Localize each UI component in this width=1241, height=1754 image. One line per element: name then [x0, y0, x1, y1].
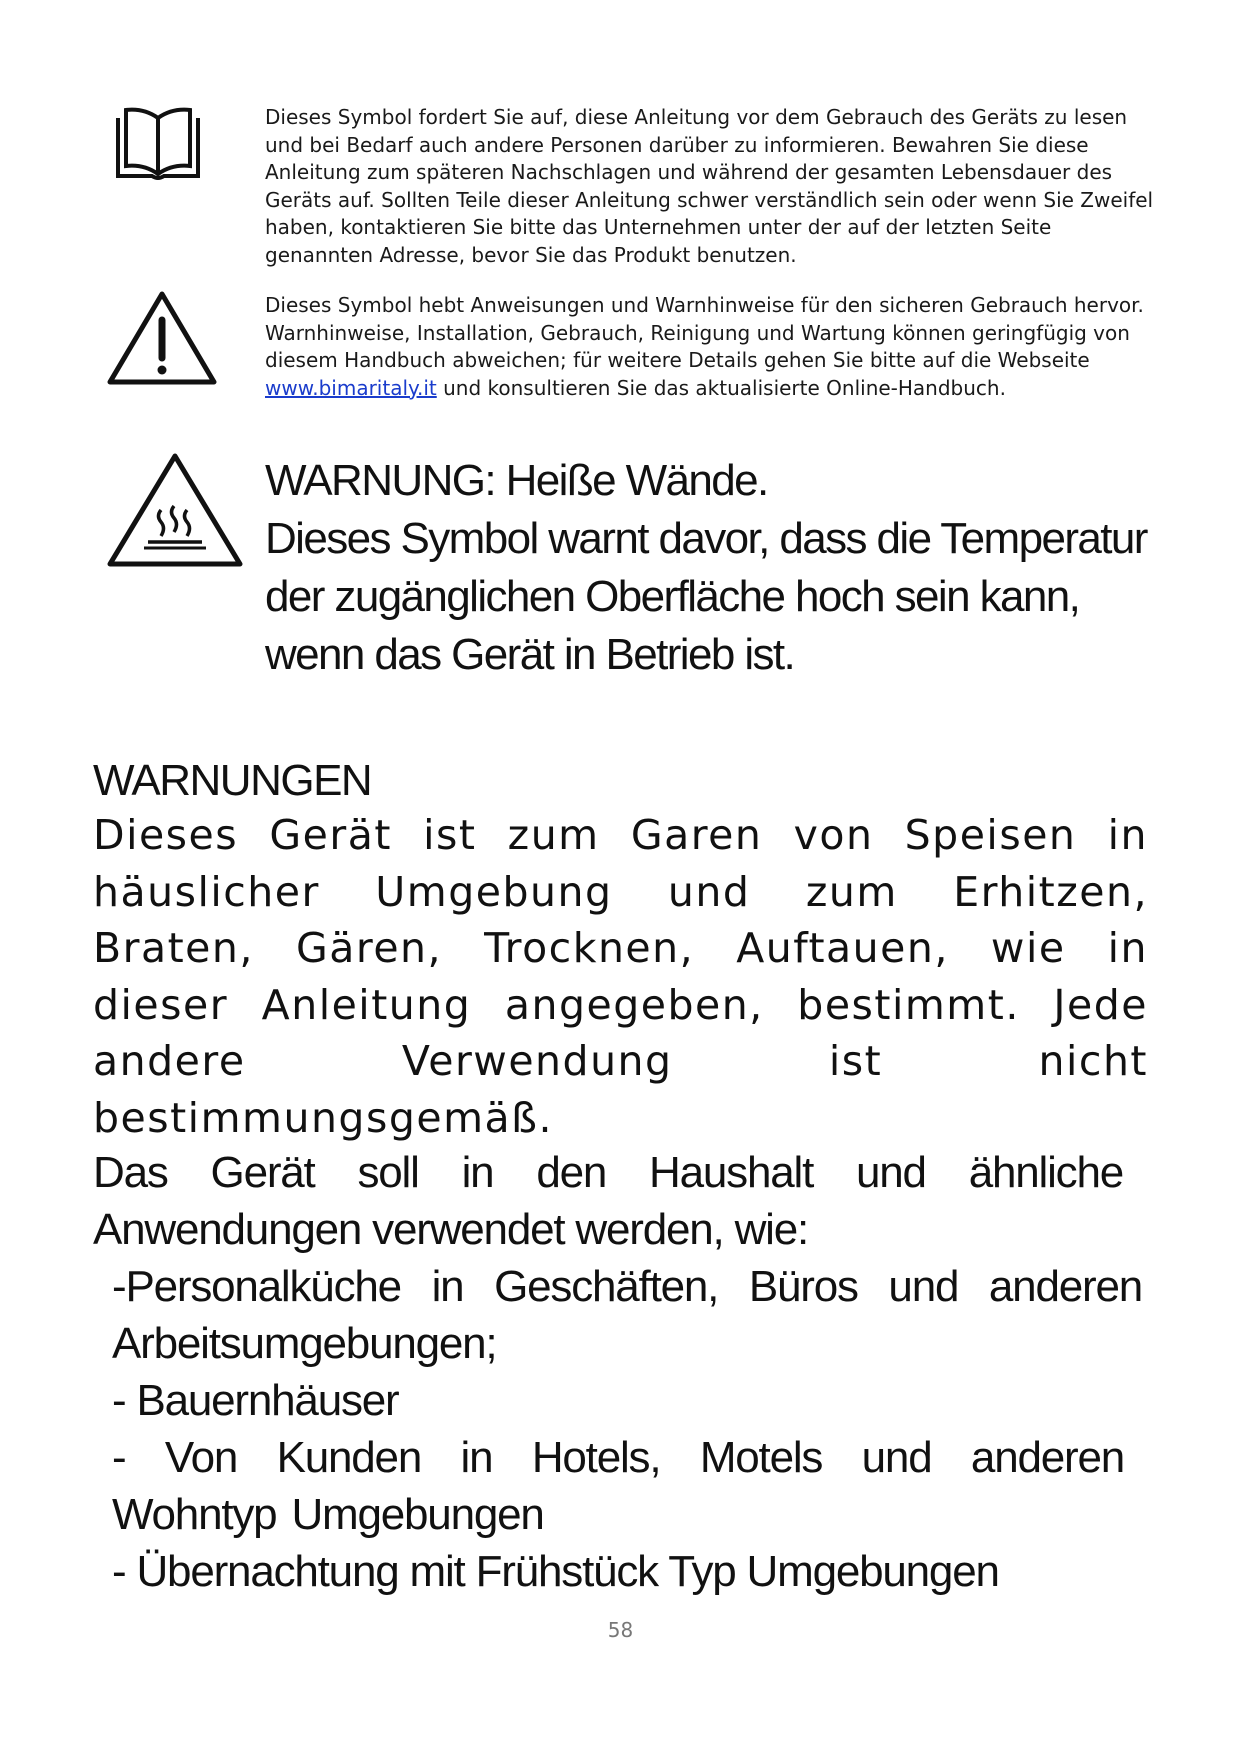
hot-surface-text: Dieses Symbol warnt davor, dass die Temperatur der zugänglichen Oberfläche hoch sein kann, wenn das Gerät in Betrieb ist.	[265, 514, 1147, 679]
list-item: - Übernachtung mit Frühstück Typ Umgebungen	[112, 1547, 999, 1596]
intended-use-paragraph: Dieses Gerät ist zum Garen von Speisen in häuslicher Umgebung und zum Erhitzen, Braten, Gären, Trocknen, Auftauen, wie in dieser Anleitung angegeben, bestimmt. Jede andere Verwendung ist nicht bestimmungsgemäß.	[93, 811, 1148, 1142]
list-item: -Personalküche in Geschäften, Büros und anderen Arbeitsumgebungen;	[112, 1262, 1142, 1368]
hot-surface-warning	[265, 452, 1165, 684]
hot-surface-icon	[106, 452, 244, 568]
read-manual-icon	[110, 104, 206, 182]
usage-line-1: Das Gerät soll in den Haushalt und ähnliche	[93, 1148, 1123, 1197]
website-link[interactable]: www.bimaritaly.it	[265, 375, 437, 400]
hot-surface-title: WARNUNG: Heiße Wände.	[265, 456, 768, 505]
warning-triangle-icon	[106, 290, 218, 386]
list-item: - Von Kunden in Hotels, Motels und anderen Wohntyp Umgebungen	[112, 1433, 1124, 1539]
usage-line-2: Anwendungen verwendet werden, wie:	[93, 1205, 809, 1254]
page-number: 58	[607, 1618, 634, 1642]
warning-text-before: Dieses Symbol hebt Anweisungen und Warnhinweise für den sicheren Gebrauch hervor. Warnhinweise, Installation, Gebrauch, Reinigung und Wartung können geringfügig von diesem Handbuch abweichen; für weitere Details gehen Sie bitte auf die Webseite	[265, 293, 1144, 372]
list-item: - Bauernhäuser	[112, 1376, 399, 1425]
warnings-heading: WARNUNGEN	[93, 756, 372, 805]
warning-text-after: und konsultieren Sie das aktualisierte Online-Handbuch.	[443, 375, 1006, 400]
warning-symbol-text	[265, 292, 1155, 402]
manual-symbol-text: Dieses Symbol fordert Sie auf, diese Anleitung vor dem Gebrauch des Geräts zu lesen und bei Bedarf auch andere Personen darüber zu informieren. Bewahren Sie diese Anleitung zum späteren Nachschlagen und während der gesamten Lebensdauer des Geräts auf. Sollten Teile dieser Anleitung schwer verständlich sein oder wenn Sie Zweifel haben, kontaktieren Sie bitte das Unternehmen unter der auf der letzten Seite genannten Adresse, bevor Sie das Produkt benutzen.	[265, 105, 1154, 267]
